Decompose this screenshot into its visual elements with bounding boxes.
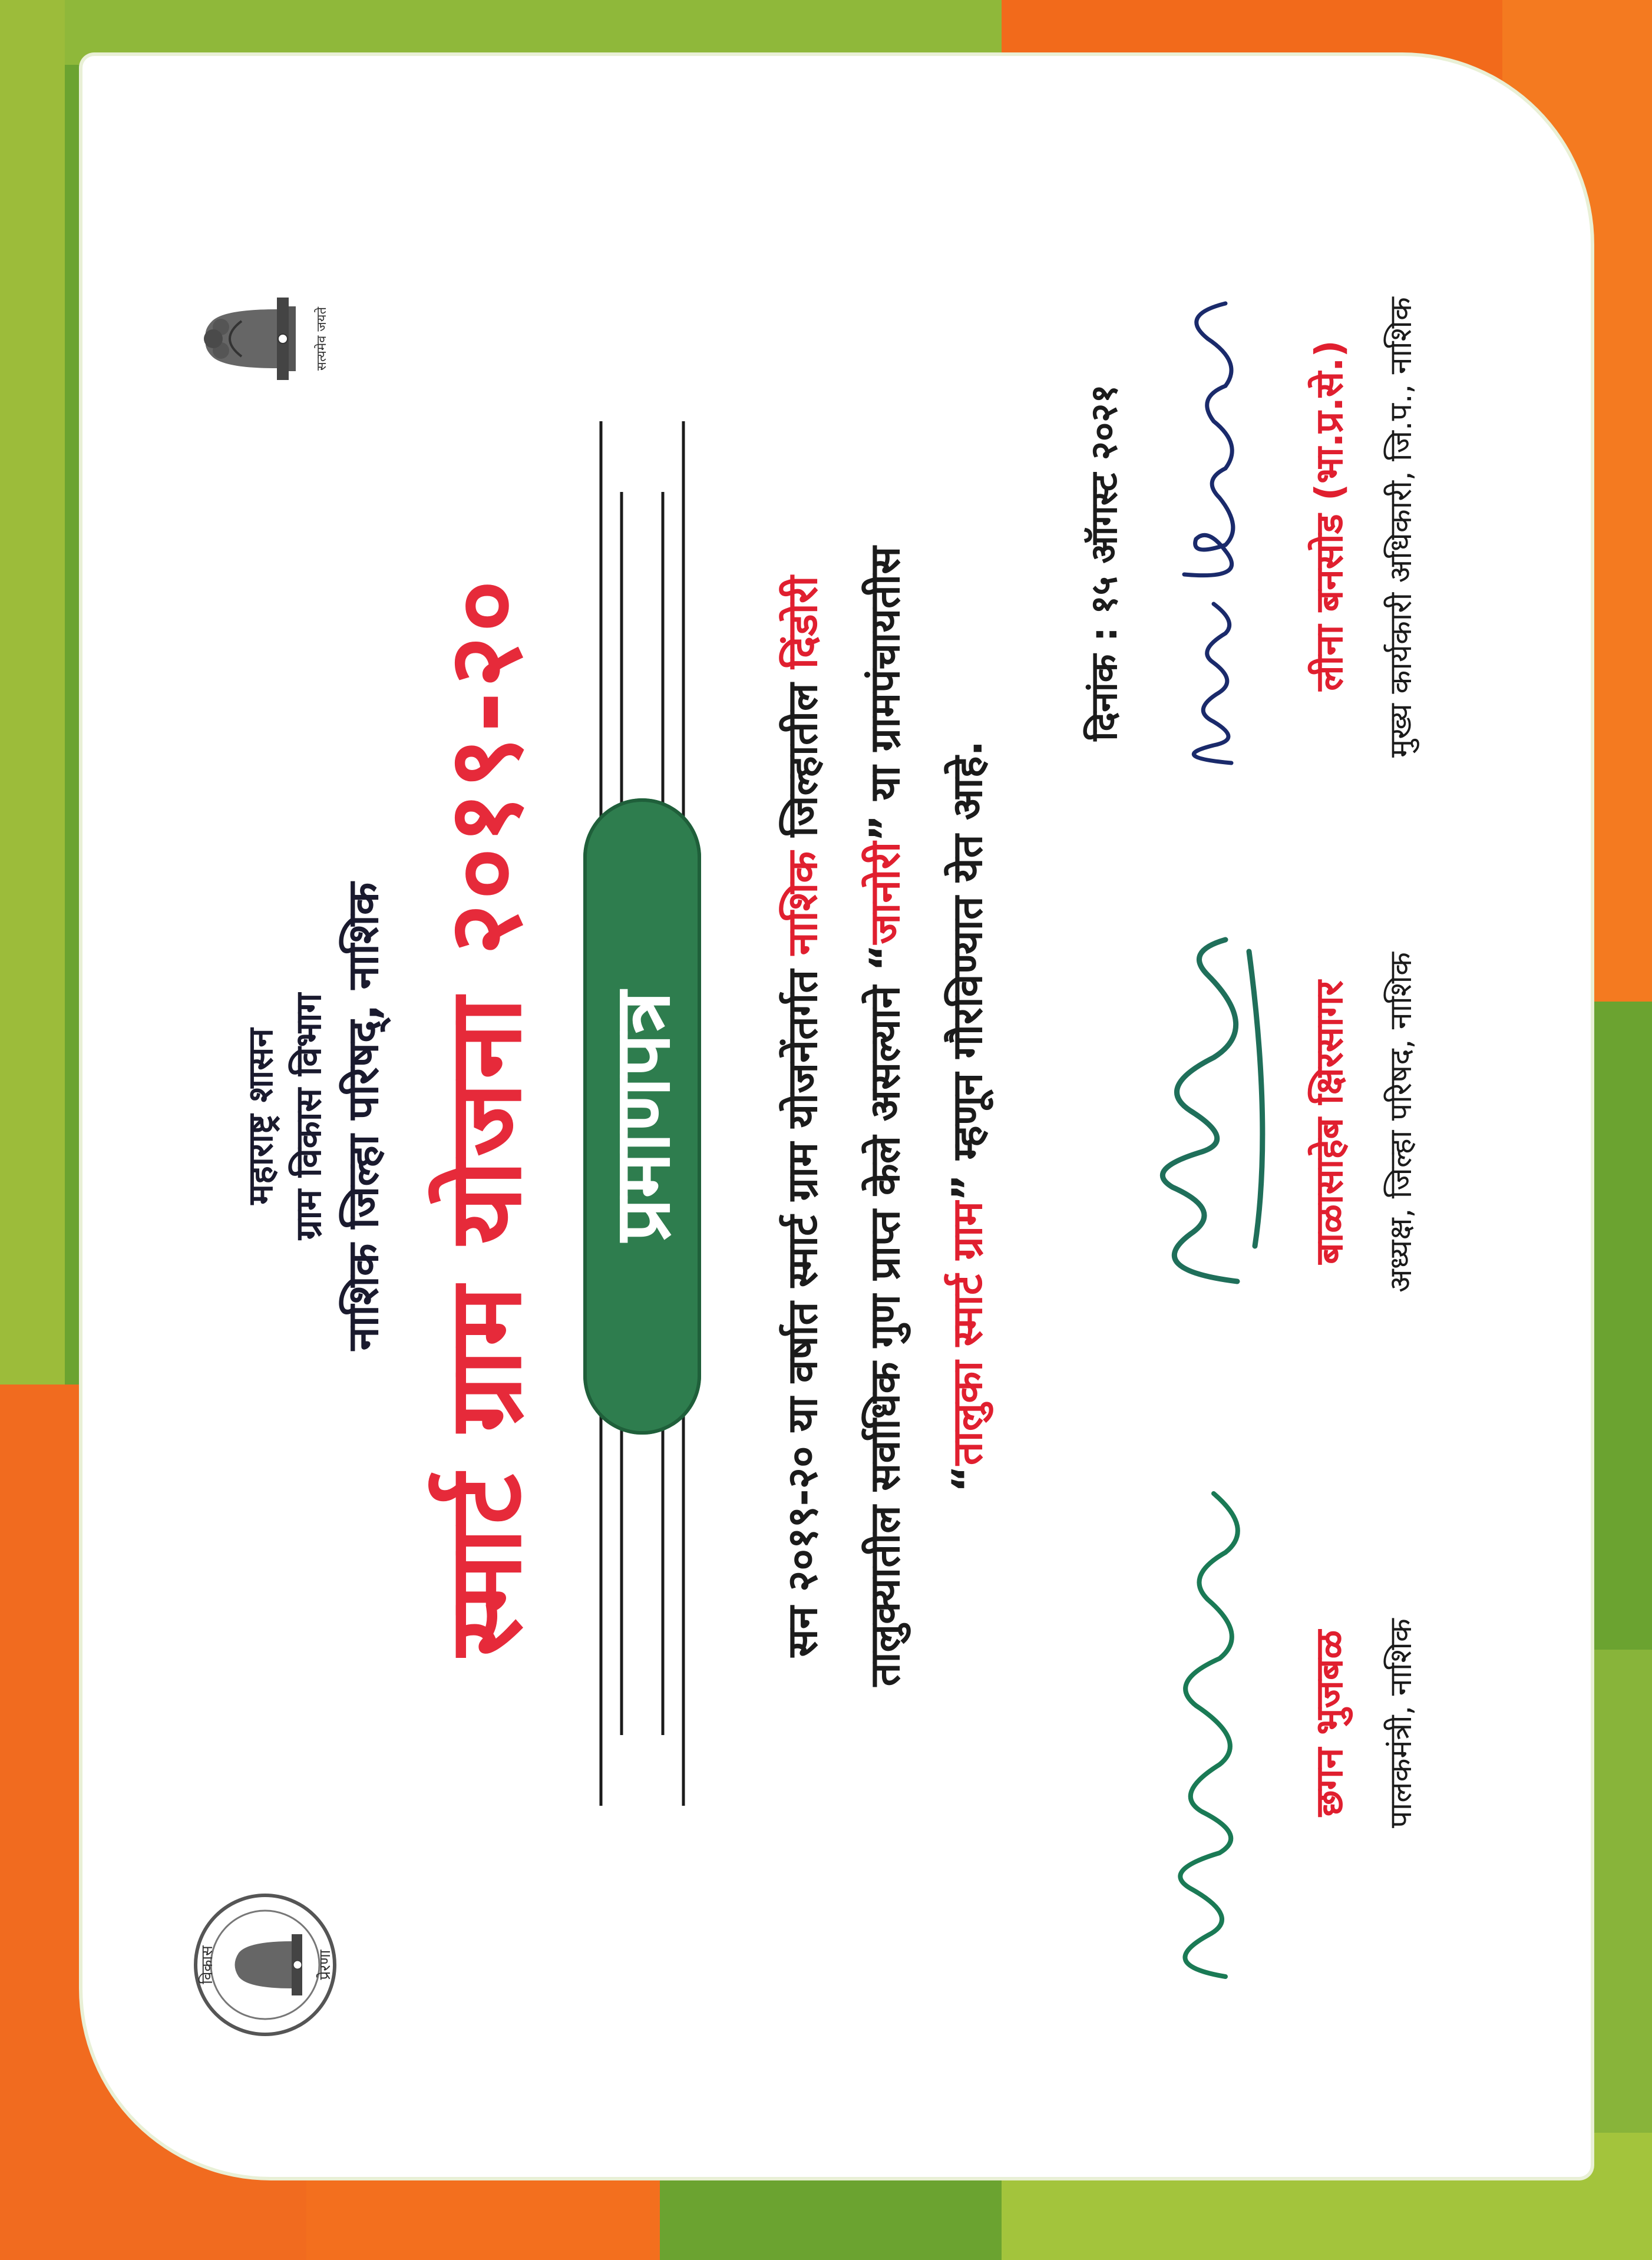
emblem-motto: सत्यमेव जयते (315, 306, 329, 371)
signatory-name-president: बाळासाहेब क्षिरसागर (1308, 980, 1352, 1264)
signature-president (1119, 928, 1296, 1305)
header-zilla-parishad: नाशिक जिल्हा परिषद्, नाशिक (338, 882, 388, 1351)
body-text-part: जिल्हातील (778, 669, 827, 851)
body-text-part: सन २०१९-२० या वर्षात स्मार्ट ग्राम योजनेंतर्गत (778, 955, 827, 1657)
village-name: जानोरी (861, 841, 909, 944)
body-text-part: म्हणून गौरविण्यात येत आहे. (943, 740, 992, 1175)
quote-mark: ” (943, 1174, 992, 1202)
certificate-content (82, 56, 1591, 2177)
emblem-bottom-text: प्रेरणा (316, 1950, 334, 1980)
body-text-part: तालुक्यातील सर्वाधिक गुण प्राप्त केले असल्याने (861, 971, 909, 1687)
quote-mark: “ (861, 944, 909, 972)
signatory-name-minister: छगन भुजबळ (1308, 1630, 1352, 1817)
date-line: दिनांक : १५ ऑगस्ट २०२१ (1082, 384, 1125, 741)
body-text-part: या ग्रामपंचायतीस (861, 546, 909, 815)
signatory-role-ceo: मुख्य कार्यकारी अधिकारी, जि.प., नाशिक (1383, 297, 1419, 758)
header-department: ग्राम विकास विभाग (288, 993, 329, 1240)
signature-ceo (1143, 256, 1273, 775)
quote-mark: ” (861, 814, 909, 842)
body-line-2 (860, 244, 910, 1988)
taluka-name: दिंडोरी (778, 576, 827, 669)
district-name: नाशिक (778, 851, 827, 956)
certificate-title: स्मार्ट ग्राम योजना २०१९-२० (427, 576, 544, 1657)
body-line-1 (778, 244, 827, 1988)
signatory-name-ceo: लीना बनसोड (भा.प्र.से.) (1308, 340, 1352, 691)
quote-mark: “ (943, 1465, 992, 1493)
frame-band (65, 0, 1002, 65)
award-name: तालुका स्मार्ट ग्राम (943, 1201, 992, 1466)
emblem-top-text: विकास (199, 1945, 216, 1984)
certificate-label: प्रमाणपत्र (583, 798, 701, 1435)
frame-band (0, 0, 65, 1385)
signature-guardian-minister (1119, 1470, 1296, 2000)
signatory-role-president: अध्यक्ष, जिल्हा परिषद, नाशिक (1383, 952, 1419, 1293)
header-government: महाराष्ट्र शासन (240, 1028, 280, 1205)
body-line-3 (943, 244, 992, 1988)
signatory-role-minister: पालकमंत्री, नाशिक (1383, 1618, 1419, 1828)
